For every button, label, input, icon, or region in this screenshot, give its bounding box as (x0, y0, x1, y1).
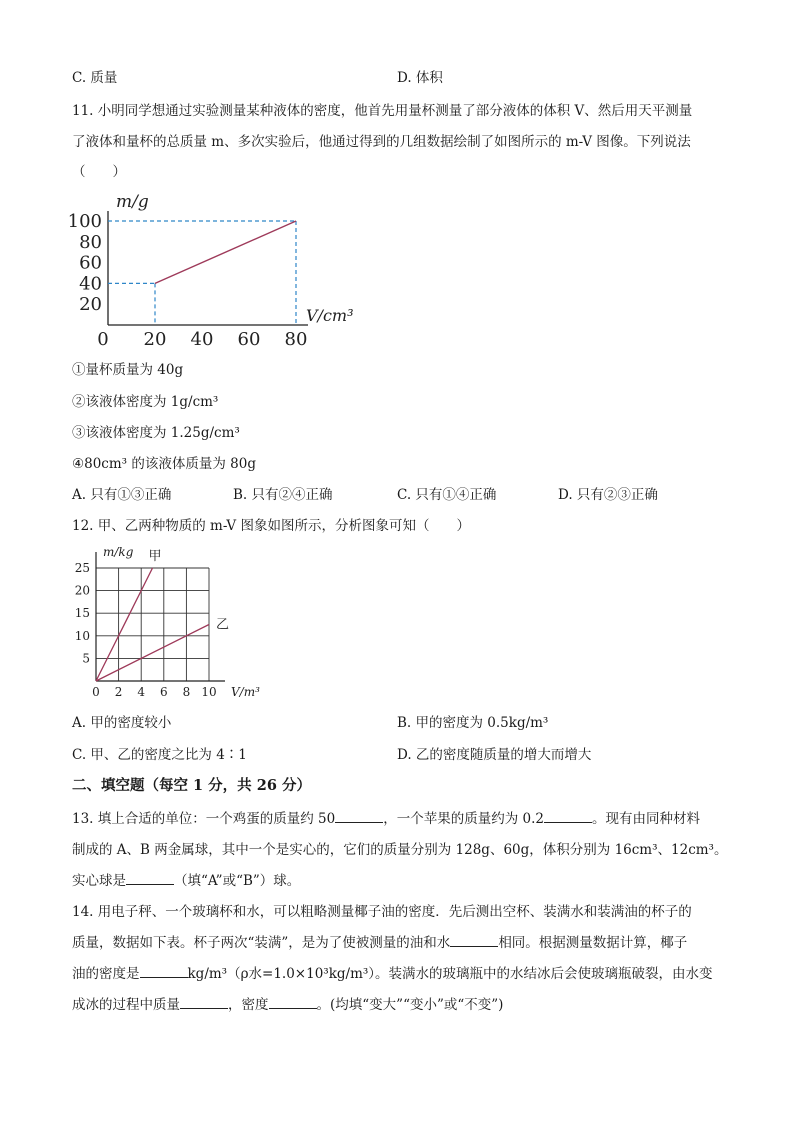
q14-line3 (72, 962, 713, 982)
y-tick-label: 15 (74, 606, 90, 621)
q10-option-c: C. 质量 (72, 70, 118, 86)
q11-stem-line1: 11. 小明同学想通过实验测量某种液体的密度，他首先用量杯测量了部分液体的体积 V、然后用天平测量 (72, 103, 693, 119)
q14-line1: 14. 用电子秤、一个玻璃杯和水，可以粗略测量椰子油的密度．先后测出空杯、装满水和装满油的杯子的 (72, 904, 692, 920)
q12-option-d: D. 乙的密度随质量的增大而增大 (397, 747, 592, 763)
x-tick-label: 8 (182, 685, 191, 699)
q11-option-c: C. 只有①④正确 (397, 487, 497, 503)
y-tick-label: 10 (74, 628, 90, 643)
x-tick-label: 4 (137, 685, 146, 699)
y-tick-label: 40 (79, 273, 102, 295)
q13-text-a: 13. 填上合适的单位：一个鸡蛋的质量约 50 (72, 811, 336, 827)
q14-text-b: 相同。根据测量数据计算，椰子 (498, 935, 688, 951)
q14-text-a: 质量，数据如下表。杯子两次“装满”，是为了使被测量的油和水 (72, 935, 451, 951)
q11-option-d: D. 只有②③正确 (558, 487, 658, 503)
x-tick-label: 0 (97, 329, 109, 350)
q13-text-d: 实心球是 (72, 873, 126, 889)
y-tick-label: 5 (82, 651, 90, 666)
x-tick-label: 10 (201, 685, 217, 699)
q11-statement-2: ②该液体密度为 1g/cm³ (72, 394, 219, 410)
q13-line3 (72, 869, 300, 889)
q14-text-f: ，密度 (228, 997, 269, 1013)
q14-line2 (72, 931, 687, 951)
q12-option-b: B. 甲的密度为 0.5kg/m³ (397, 715, 549, 731)
q11-stem-line2: 了液体和量杯的总质量 m、多次实验后，他通过得到的几组数据绘制了如图所示的 m-V 图像。下列说法 (72, 134, 691, 150)
y-axis-label: m/kg (103, 545, 134, 559)
q11-mv-chart (60, 188, 380, 358)
q14-blank-4[interactable] (269, 994, 317, 1009)
q13-text-e: （填“A”或“B”）球。 (174, 873, 301, 889)
q11-option-a: A. 只有①③正确 (72, 487, 172, 503)
q11-stem-line3: （ ） (72, 164, 126, 180)
q14-blank-3[interactable] (180, 994, 228, 1009)
q14-blank-1[interactable] (450, 932, 498, 947)
q11-option-b: B. 只有②④正确 (233, 487, 333, 503)
series-line-1 (96, 568, 153, 681)
x-tick-label: 6 (159, 685, 168, 699)
q11-statement-3: ③该液体密度为 1.25g/cm³ (72, 425, 240, 441)
y-tick-label: 80 (79, 231, 102, 253)
q12-stem: 12. 甲、乙两种物质的 m-V 图象如图所示，分析图象可知（ ） (72, 518, 470, 534)
y-axis-label: m/g (116, 192, 149, 212)
x-tick-label: 0 (92, 685, 100, 699)
q10-option-d: D. 体积 (397, 70, 443, 86)
q13-blank-2[interactable] (544, 808, 592, 823)
x-axis-label: V/cm³ (306, 306, 354, 325)
q12-mv-chart (66, 540, 286, 705)
q11-statement-1: ①量杯质量为 40g (72, 362, 184, 378)
y-tick-label: 25 (74, 561, 90, 575)
q13-blank-1[interactable] (335, 808, 383, 823)
q12-option-a: A. 甲的密度较小 (72, 715, 172, 731)
q14-text-c: 油的密度是 (72, 966, 140, 982)
series-line-2 (96, 625, 209, 682)
x-axis-label: V/m³ (231, 685, 260, 699)
y-tick-label: 60 (79, 252, 102, 274)
q14-line4 (72, 993, 503, 1013)
section-title: 二、填空题（每空 1 分，共 26 分） (72, 777, 311, 794)
q13-text-b: ，一个苹果的质量约为 0.2 (383, 811, 544, 827)
q13-line1 (72, 807, 700, 827)
q14-text-g: 。(均填“变大”“变小”或“不变”) (316, 997, 504, 1013)
series-line (155, 221, 296, 283)
x-tick-label: 20 (143, 329, 167, 350)
q13-text-c: 。现有由同种材料 (592, 811, 700, 827)
y-tick-label: 100 (67, 211, 102, 232)
q12-option-c: C. 甲、乙的密度之比为 4∶1 (72, 747, 247, 763)
q13-line2: 制成的 A、B 两金属球，其中一个是实心的，它们的质量分别为 128g、60g，体积分别为 16cm³、12cm³。 (72, 842, 728, 858)
series-label-yi: 乙 (216, 617, 230, 633)
y-tick-label: 20 (74, 583, 90, 598)
q11-statement-4: ④80cm³ 的该液体质量为 80g (72, 456, 256, 472)
x-tick-label: 80 (284, 329, 308, 350)
x-tick-label: 40 (190, 329, 214, 350)
series-label-jia: 甲 (148, 549, 162, 564)
x-tick-label: 60 (237, 329, 261, 350)
y-tick-label: 20 (79, 294, 102, 316)
q14-text-e: 成冰的过程中质量 (72, 997, 180, 1013)
q13-blank-3[interactable] (126, 870, 174, 885)
q14-blank-2[interactable] (140, 963, 188, 978)
q14-text-d: kg/m³（ρ水=1.0×10³kg/m³）。装满水的玻璃瓶中的水结冰后会使玻璃瓶破裂，由水变 (187, 966, 713, 982)
x-tick-label: 2 (114, 685, 123, 699)
